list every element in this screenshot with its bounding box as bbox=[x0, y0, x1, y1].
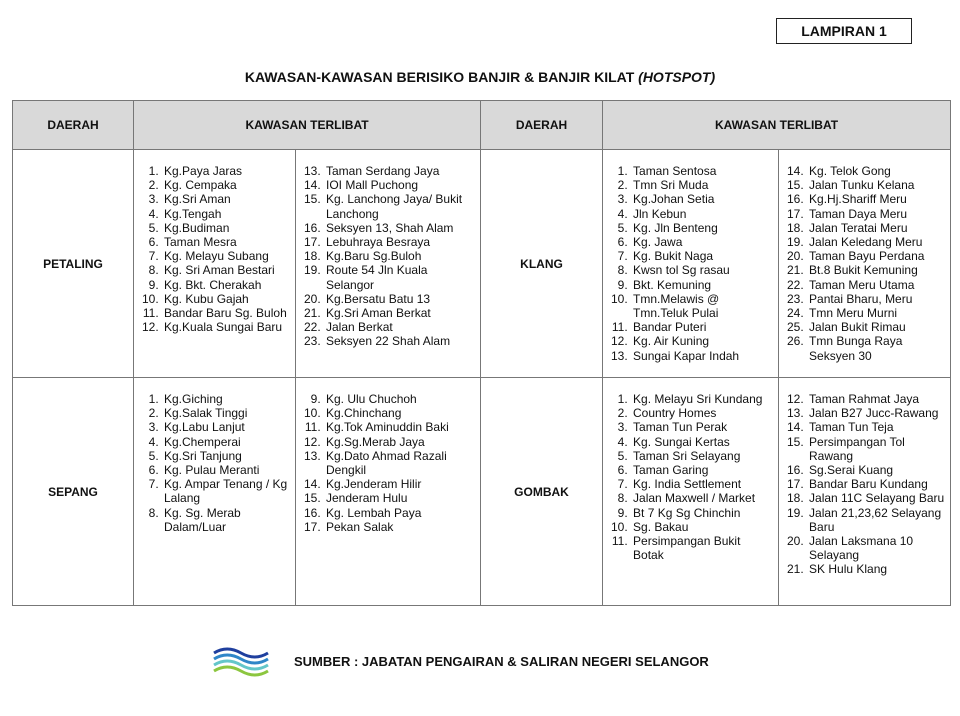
list-item: 20. Jalan Laksmana 10 Selayang bbox=[807, 534, 946, 562]
list-item: 18. Jalan Teratai Meru bbox=[807, 221, 946, 235]
list-item: 15. Jenderam Hulu bbox=[324, 491, 476, 505]
list-item: 17. Pekan Salak bbox=[324, 520, 476, 534]
list-item: 19. Jalan 21,23,62 Selayang Baru bbox=[807, 506, 946, 534]
waves-logo-icon bbox=[212, 645, 270, 677]
list-item: 2. Tmn Sri Muda bbox=[631, 178, 774, 192]
list-item: 4. Kg. Sungai Kertas bbox=[631, 435, 774, 449]
list-item: 11. Bandar Puteri bbox=[631, 320, 774, 334]
list-item: 16. Kg. Lembah Paya bbox=[324, 506, 476, 520]
list-item: 4. Kg.Tengah bbox=[162, 207, 291, 221]
list-item: 1. Taman Sentosa bbox=[631, 164, 774, 178]
list-item: 19. Jalan Keledang Meru bbox=[807, 235, 946, 249]
source-text: SUMBER : JABATAN PENGAIRAN & SALIRAN NEGERI SELANGOR bbox=[294, 653, 709, 669]
list-item: 11. Persimpangan Bukit Botak bbox=[631, 534, 774, 562]
area-list bbox=[779, 378, 950, 577]
list-item: 20. Kg.Bersatu Batu 13 bbox=[324, 292, 476, 306]
list-item: 16. Kg.Hj.Shariff Meru bbox=[807, 192, 946, 206]
list-item: 22. Taman Meru Utama bbox=[807, 278, 946, 292]
list-item: 8. Kwsn tol Sg rasau bbox=[631, 263, 774, 277]
list-item: 7. Kg. Ampar Tenang / Kg Lalang bbox=[162, 477, 291, 505]
area-list-cell bbox=[296, 150, 481, 378]
area-list bbox=[603, 150, 778, 363]
area-list-cell bbox=[779, 378, 951, 606]
list-item: 18. Kg.Baru Sg.Buloh bbox=[324, 249, 476, 263]
list-item: 11. Bandar Baru Sg. Buloh bbox=[162, 306, 291, 320]
list-item: 19. Route 54 Jln Kuala Selangor bbox=[324, 263, 476, 291]
list-item: 6. Kg. Jawa bbox=[631, 235, 774, 249]
area-list-cell bbox=[296, 378, 481, 606]
header-kawasan-right: KAWASAN TERLIBAT bbox=[603, 101, 951, 150]
list-item: 23. Pantai Bharu, Meru bbox=[807, 292, 946, 306]
area-list bbox=[296, 150, 480, 349]
list-item: 8. Kg. Sg. Merab Dalam/Luar bbox=[162, 506, 291, 534]
list-item: 15. Persimpangan Tol Rawang bbox=[807, 435, 946, 463]
area-list bbox=[134, 150, 295, 334]
list-item: 7. Kg. Bukit Naga bbox=[631, 249, 774, 263]
list-item: 12. Kg.Kuala Sungai Baru bbox=[162, 320, 291, 334]
header-daerah-right: DAERAH bbox=[481, 101, 603, 150]
list-item: 4. Jln Kebun bbox=[631, 207, 774, 221]
list-item: 7. Kg. India Settlement bbox=[631, 477, 774, 491]
list-item: 18. Jalan 11C Selayang Baru bbox=[807, 491, 946, 505]
list-item: 25. Jalan Bukit Rimau bbox=[807, 320, 946, 334]
table-header-row bbox=[13, 101, 951, 150]
area-list-cell bbox=[134, 378, 296, 606]
list-item: 1. Kg. Melayu Sri Kundang bbox=[631, 392, 774, 406]
page-title-emphasis: (HOTSPOT) bbox=[638, 69, 716, 85]
list-item: 12. Kg. Air Kuning bbox=[631, 334, 774, 348]
page-title-main: KAWASAN-KAWASAN BERISIKO BANJIR & BANJIR KILAT bbox=[244, 69, 639, 85]
district-klang: KLANG bbox=[481, 150, 603, 378]
page-title bbox=[0, 69, 960, 85]
list-item: 2. Kg. Cempaka bbox=[162, 178, 291, 192]
list-item: 7. Kg. Melayu Subang bbox=[162, 249, 291, 263]
list-item: 14. Kg. Telok Gong bbox=[807, 164, 946, 178]
list-item: 12. Kg.Sg.Merab Jaya bbox=[324, 435, 476, 449]
header-daerah-left: DAERAH bbox=[13, 101, 134, 150]
area-list bbox=[134, 378, 295, 534]
list-item: 4. Kg.Chemperai bbox=[162, 435, 291, 449]
list-item: 5. Taman Sri Selayang bbox=[631, 449, 774, 463]
list-item: 20. Taman Bayu Perdana bbox=[807, 249, 946, 263]
list-item: 14. IOI Mall Puchong bbox=[324, 178, 476, 192]
list-item: 9. Kg. Ulu Chuchoh bbox=[324, 392, 476, 406]
header-kawasan-left: KAWASAN TERLIBAT bbox=[134, 101, 481, 150]
list-item: 2. Country Homes bbox=[631, 406, 774, 420]
lampiran-label bbox=[776, 18, 912, 44]
list-item: 16. Seksyen 13, Shah Alam bbox=[324, 221, 476, 235]
list-item: 17. Taman Daya Meru bbox=[807, 207, 946, 221]
list-item: 13. Jalan B27 Jucc-Rawang bbox=[807, 406, 946, 420]
list-item: 1. Kg.Paya Jaras bbox=[162, 164, 291, 178]
list-item: 14. Taman Tun Teja bbox=[807, 420, 946, 434]
list-item: 17. Bandar Baru Kundang bbox=[807, 477, 946, 491]
list-item: 10. Kg.Chinchang bbox=[324, 406, 476, 420]
district-petaling: PETALING bbox=[13, 150, 134, 378]
area-list-cell bbox=[134, 150, 296, 378]
area-list-cell bbox=[603, 378, 779, 606]
area-list-cell bbox=[779, 150, 951, 378]
list-item: 5. Kg. Jln Benteng bbox=[631, 221, 774, 235]
list-item: 22. Jalan Berkat bbox=[324, 320, 476, 334]
list-item: 13. Kg.Dato Ahmad Razali Dengkil bbox=[324, 449, 476, 477]
area-list bbox=[296, 378, 480, 534]
list-item: 1. Kg.Giching bbox=[162, 392, 291, 406]
list-item: 5. Kg.Budiman bbox=[162, 221, 291, 235]
list-item: 15. Jalan Tunku Kelana bbox=[807, 178, 946, 192]
table-row bbox=[13, 378, 951, 606]
list-item: 8. Jalan Maxwell / Market bbox=[631, 491, 774, 505]
list-item: 9. Kg. Bkt. Cherakah bbox=[162, 278, 291, 292]
list-item: 16. Sg.Serai Kuang bbox=[807, 463, 946, 477]
list-item: 14. Kg.Jenderam Hilir bbox=[324, 477, 476, 491]
lampiran-text: LAMPIRAN 1 bbox=[801, 23, 887, 39]
district-sepang: SEPANG bbox=[13, 378, 134, 606]
list-item: 24. Tmn Meru Murni bbox=[807, 306, 946, 320]
list-item: 12. Taman Rahmat Jaya bbox=[807, 392, 946, 406]
list-item: 10. Tmn.Melawis @ Tmn.Teluk Pulai bbox=[631, 292, 774, 320]
hotspot-table bbox=[12, 100, 951, 606]
list-item: 10. Kg. Kubu Gajah bbox=[162, 292, 291, 306]
list-item: 9. Bkt. Kemuning bbox=[631, 278, 774, 292]
list-item: 5. Kg.Sri Tanjung bbox=[162, 449, 291, 463]
area-list bbox=[603, 378, 778, 562]
area-list bbox=[779, 150, 950, 363]
list-item: 21. Bt.8 Bukit Kemuning bbox=[807, 263, 946, 277]
list-item: 11. Kg.Tok Aminuddin Baki bbox=[324, 420, 476, 434]
list-item: 13. Taman Serdang Jaya bbox=[324, 164, 476, 178]
list-item: 6. Taman Garing bbox=[631, 463, 774, 477]
area-list-cell bbox=[603, 150, 779, 378]
list-item: 3. Kg.Johan Setia bbox=[631, 192, 774, 206]
district-gombak: GOMBAK bbox=[481, 378, 603, 606]
list-item: 3. Kg.Sri Aman bbox=[162, 192, 291, 206]
list-item: 6. Kg. Pulau Meranti bbox=[162, 463, 291, 477]
list-item: 3. Taman Tun Perak bbox=[631, 420, 774, 434]
footer bbox=[212, 645, 709, 677]
list-item: 21. Kg.Sri Aman Berkat bbox=[324, 306, 476, 320]
list-item: 10. Sg. Bakau bbox=[631, 520, 774, 534]
list-item: 26. Tmn Bunga Raya Seksyen 30 bbox=[807, 334, 946, 362]
list-item: 21. SK Hulu Klang bbox=[807, 562, 946, 576]
list-item: 23. Seksyen 22 Shah Alam bbox=[324, 334, 476, 348]
list-item: 15. Kg. Lanchong Jaya/ Bukit Lanchong bbox=[324, 192, 476, 220]
list-item: 9. Bt 7 Kg Sg Chinchin bbox=[631, 506, 774, 520]
list-item: 3. Kg.Labu Lanjut bbox=[162, 420, 291, 434]
list-item: 17. Lebuhraya Besraya bbox=[324, 235, 476, 249]
list-item: 8. Kg. Sri Aman Bestari bbox=[162, 263, 291, 277]
list-item: 13. Sungai Kapar Indah bbox=[631, 349, 774, 363]
list-item: 6. Taman Mesra bbox=[162, 235, 291, 249]
table-row bbox=[13, 150, 951, 378]
list-item: 2. Kg.Salak Tinggi bbox=[162, 406, 291, 420]
